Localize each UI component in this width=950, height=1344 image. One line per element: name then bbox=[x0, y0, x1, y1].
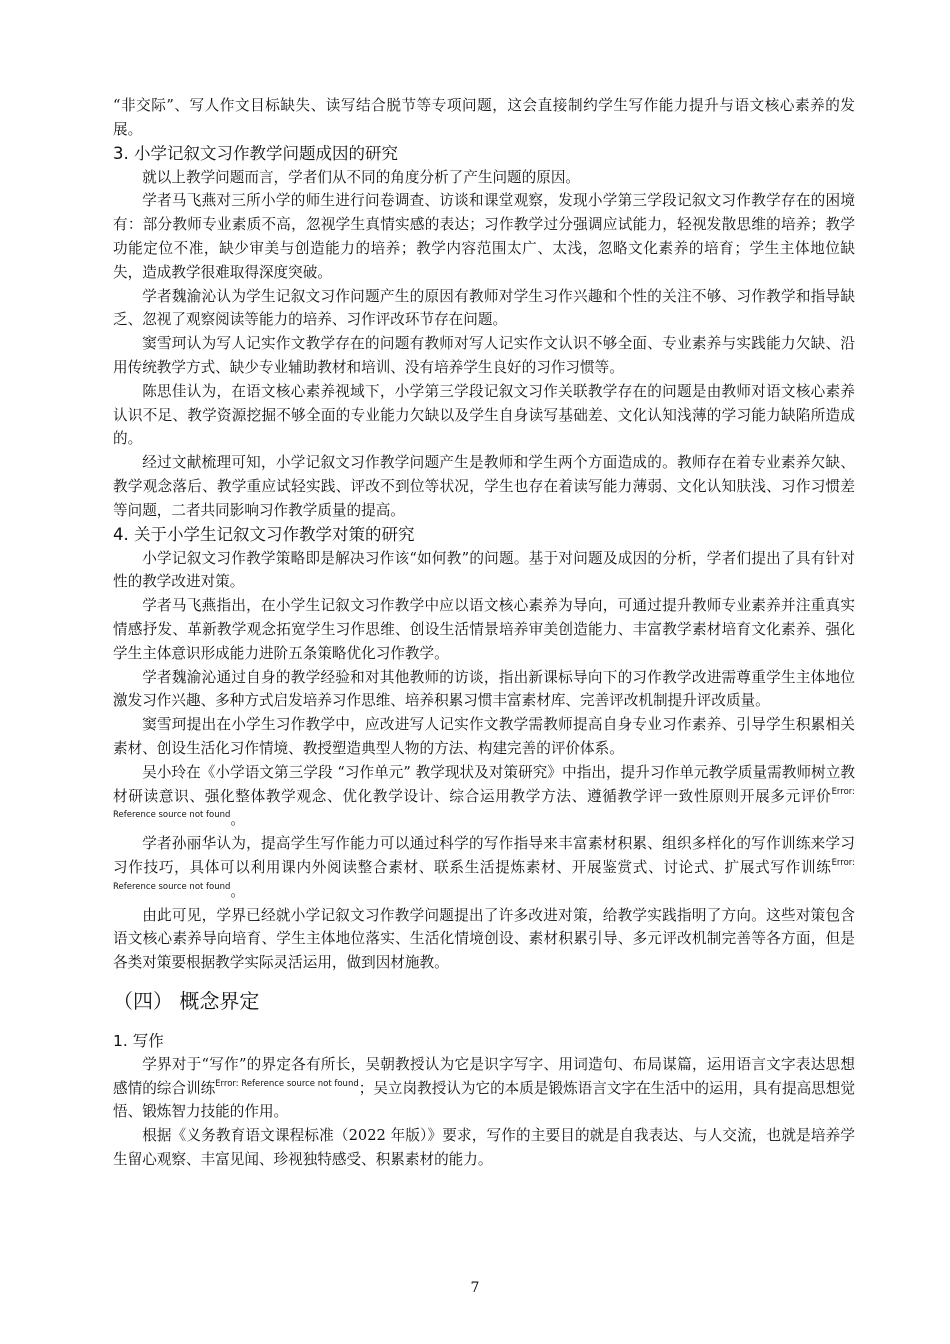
paragraph-continuation: “非交际”、写人作文目标缺失、读写结合脱节等专项问题，这会直接制约学生写作能力提升与语文核心素养的发展。 bbox=[113, 97, 855, 138]
paragraph-text: 学界对于“写作”的界定各有所长，吴朝教授认为它是识字写字、用词造句、布局谋篇，运用语言文字表达思想感情的综合训练 bbox=[113, 1055, 855, 1097]
paragraph-text: 学者孙丽华认为，提高学生写作能力可以通过科学的写作指导来丰富素材积累、组织多样化的写作训练来学习习作技巧，具体可以利用课内外阅读整合素材、联系生活提炼素材、开展鉴赏式、讨论式、扩展式写作训练 bbox=[113, 835, 855, 876]
paragraph: 窦雪珂认为写人记实作文教学存在的问题有教师对写人记实作文认识不够全面、专业素养与实践能力欠缺、沿用传统教学方式、缺少专业辅助教材和培训、没有培养学生良好的习作习惯等。 bbox=[113, 335, 855, 376]
section-heading-strategies: 4. 关于小学生记叙文习作教学对策的研究 bbox=[113, 524, 415, 544]
page-body bbox=[113, 94, 855, 1172]
reference-error-marker: Error: Reference source not found bbox=[215, 1078, 359, 1089]
page-number: 7 bbox=[470, 1280, 480, 1296]
paragraph: 学者马飞燕指出，在小学生记叙文习作教学中应以语文核心素养为导向，可通过提升教师专业素养并注重真实情感抒发、革新教学观念拓宽学生习作思维、创设生活情景培养审美创造能力、丰富教学素材培育文化素养、强化学生主体意识形成能力进阶五条策略优化习作教学。 bbox=[113, 597, 855, 662]
paragraph-text: 吴小玲在《小学语文第三学段 “习作单元” 教学现状及对策研究》中指出，提升习作单元教学质量需教师树立教材研读意识、强化整体教学观念、优化教学设计、综合运用教学方法、遵循教学评一致性原则开展多元评价 bbox=[113, 763, 855, 805]
chapter-heading-concepts: （四） 概念界定 bbox=[113, 988, 260, 1013]
section-heading-writing: 1. 写作 bbox=[113, 1031, 164, 1050]
paragraph: 学者马飞燕对三所小学的师生进行问卷调查、访谈和课堂观察，发现小学第三学段记叙文习作教学存在的困境有：部分教师专业素质不高，忽视学生真情实感的表达；习作教学过分强调应试能力，轻视发散思维的培养；教学功能定位不准，缺少审美与创造能力的培养；教学内容范围太广、太浅，忽略文化素养的培育；学生主体地位缺失，造成教学很难取得深度突破。 bbox=[113, 192, 855, 281]
paragraph: 学者魏渝沁认为学生记叙文习作问题产生的原因有教师对学生习作兴趣和个性的关注不够、习作教学和指导缺乏、忽视了观察阅读等能力的培养、习作评改环节存在问题。 bbox=[113, 287, 855, 329]
reference-error-marker: Error: Reference source not found bbox=[113, 786, 855, 821]
paragraph-with-reference bbox=[113, 1053, 855, 1124]
reference-error-marker: Error: Reference source not found bbox=[113, 857, 855, 892]
paragraph-with-reference bbox=[113, 832, 855, 903]
paragraph-with-reference bbox=[113, 761, 855, 832]
paragraph-text-end: 。 bbox=[230, 882, 246, 900]
paragraph: 陈思佳认为，在语文核心素养视域下，小学第三学段记叙文习作关联教学存在的问题是由教师对语文核心素养认识不足、教学资源挖掘不够全面的专业能力欠缺以及学生自身读写基础差、文化认知浅薄的学习能力缺陷所造成的。 bbox=[113, 382, 855, 448]
paragraph: 由此可见，学界已经就小学记叙文习作教学问题提出了许多改进对策，给教学实践指明了方向。这些对策包含语文核心素养导向培育、学生主体地位落实、生活化情境创设、素材积累引导、多元评改机制完善等各方面，但是各类对策要根据教学实际灵活运用，做到因材施教。 bbox=[113, 906, 855, 972]
paragraph: 学者魏渝沁通过自身的教学经验和对其他教师的访谈，指出新课标导向下的习作教学改进需尊重学生主体地位激发习作兴趣、多种方式启发培养习作思维、培养积累习惯丰富素材库、完善评改机制提升评改质量。 bbox=[113, 668, 855, 710]
paragraph: 根据《义务教育语文课程标准（2022 年版）》要求，写作的主要目的就是自我表达、与人交流，也就是培养学生留心观察、丰富见闻、珍视独特感受、积累素材的能力。 bbox=[113, 1127, 855, 1169]
paragraph: 窦雪珂提出在小学生习作教学中，应改进写人记实作文教学需教师提高自身专业习作素养、引导学生积累相关素材、创设生活化习作情境、教授塑造典型人物的方法、构建完善的评价体系。 bbox=[113, 716, 855, 757]
paragraph: 小学记叙文习作教学策略即是解决习作该“如何教”的问题。基于对问题及成因的分析，学者们提出了具有针对性的教学改进对策。 bbox=[113, 549, 855, 591]
paragraph-text-end: ；吴立岗教授认为它的本质是锻炼语言文字在生活中的运用，具有提高思想觉悟、锻炼智力技能的作用。 bbox=[113, 1079, 855, 1121]
paragraph: 经过文献梳理可知，小学记叙文习作教学问题产生是教师和学生两个方面造成的。教师存在着专业素养欠缺、教学观念落后、教学重应试轻实践、评改不到位等状况，学生也存在着读写能力薄弱、文化认知肤浅、习作习惯差等问题，二者共同影响习作教学质量的提高。 bbox=[113, 454, 855, 519]
paragraph: 就以上教学问题而言，学者们从不同的角度分析了产生问题的原因。 bbox=[142, 168, 581, 186]
section-heading-causes: 3. 小学记叙文习作教学问题成因的研究 bbox=[113, 143, 398, 163]
paragraph-text-end: 。 bbox=[230, 811, 246, 829]
